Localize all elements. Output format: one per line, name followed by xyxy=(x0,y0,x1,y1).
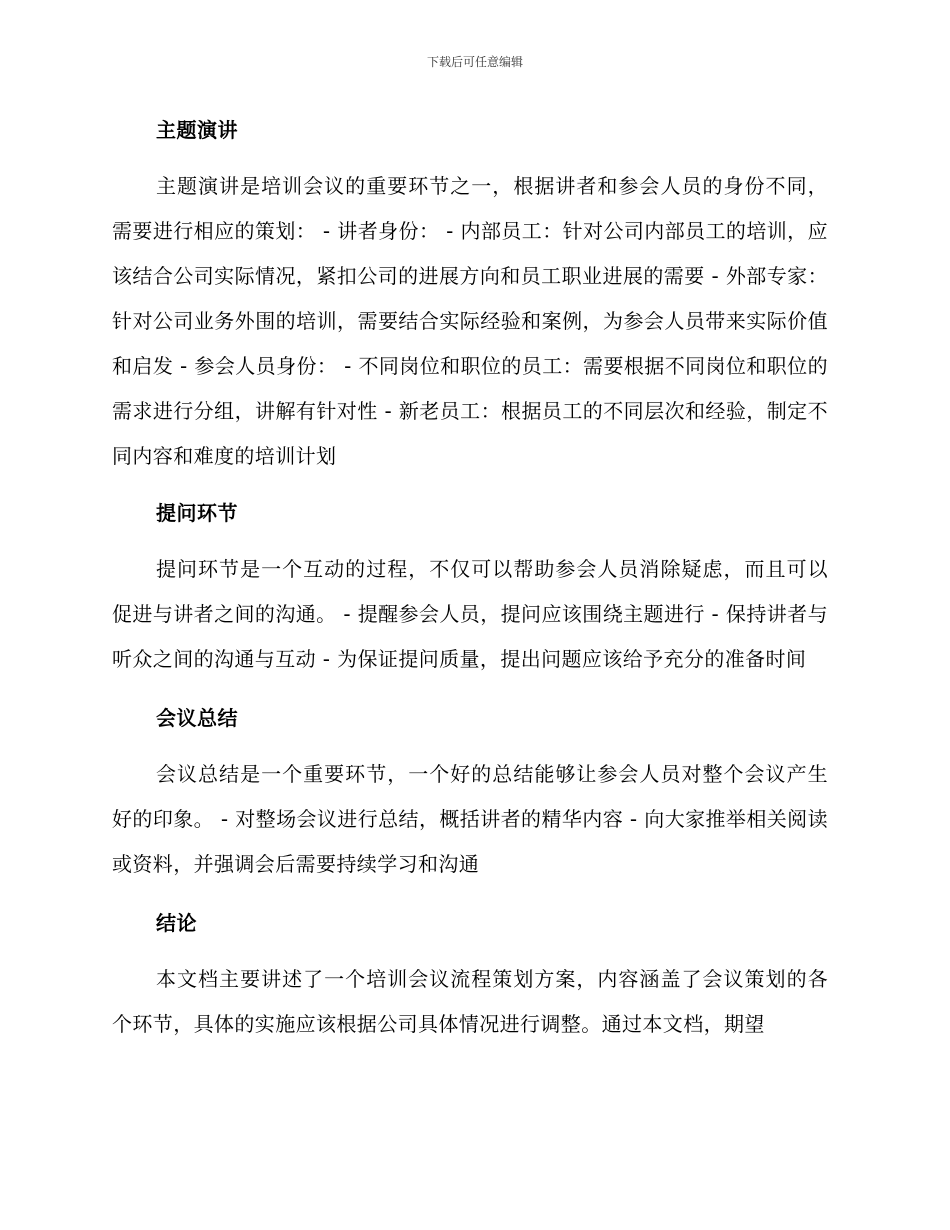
page-header-note: 下载后可任意编辑 xyxy=(426,55,523,69)
section-paragraph: 会议总结是一个重要环节，一个好的总结能够让参会人员对整个会议产生好的印象。 - 对整场会议进行总结，概括讲者的精华内容 - 向大家推举相关阅读或资料，并强调会后需要持续学习和沟通 xyxy=(112,762,828,876)
document-body xyxy=(112,108,828,1061)
section-summary xyxy=(112,696,828,887)
section-heading: 结论 xyxy=(156,911,197,935)
section-paragraph: 主题演讲是培训会议的重要环节之一，根据讲者和参会人员的身份不同，需要进行相应的策划： - 讲者身份： - 内部员工：针对公司内部员工的培训，应该结合公司实际情况，紧扣公司的进展方向和员工职业进展的需要 - 外部专家：针对公司业务外围的培训，需要结合实际经验和案例，为参会人员带来实际价值和启发 - 参会人员身份： - 不同岗位和职位的员工：需要根据不同岗位和职位的需求进行分组，讲解有针对性 - 新老员工：根据员工的不同层次和经验，制定不同内容和难度的培训计划 xyxy=(112,174,828,468)
section-heading: 提问环节 xyxy=(156,501,238,525)
section-paragraph: 提问环节是一个互动的过程，不仅可以帮助参会人员消除疑虑，而且可以促进与讲者之间的沟通。 - 提醒参会人员，提问应该围绕主题进行 - 保持讲者与听众之间的沟通与互动 - 为保证提问质量，提出问题应该给予充分的准备时间 xyxy=(112,557,828,671)
section-paragraph: 本文档主要讲述了一个培训会议流程策划方案，内容涵盖了会议策划的各个环节，具体的实施应该根据公司具体情况进行调整。通过本文档，期望 xyxy=(112,967,828,1036)
section-heading: 主题演讲 xyxy=(156,118,238,142)
section-qa xyxy=(112,491,828,682)
section-keynote xyxy=(112,108,828,479)
section-heading: 会议总结 xyxy=(156,706,238,730)
section-conclusion xyxy=(112,901,828,1047)
